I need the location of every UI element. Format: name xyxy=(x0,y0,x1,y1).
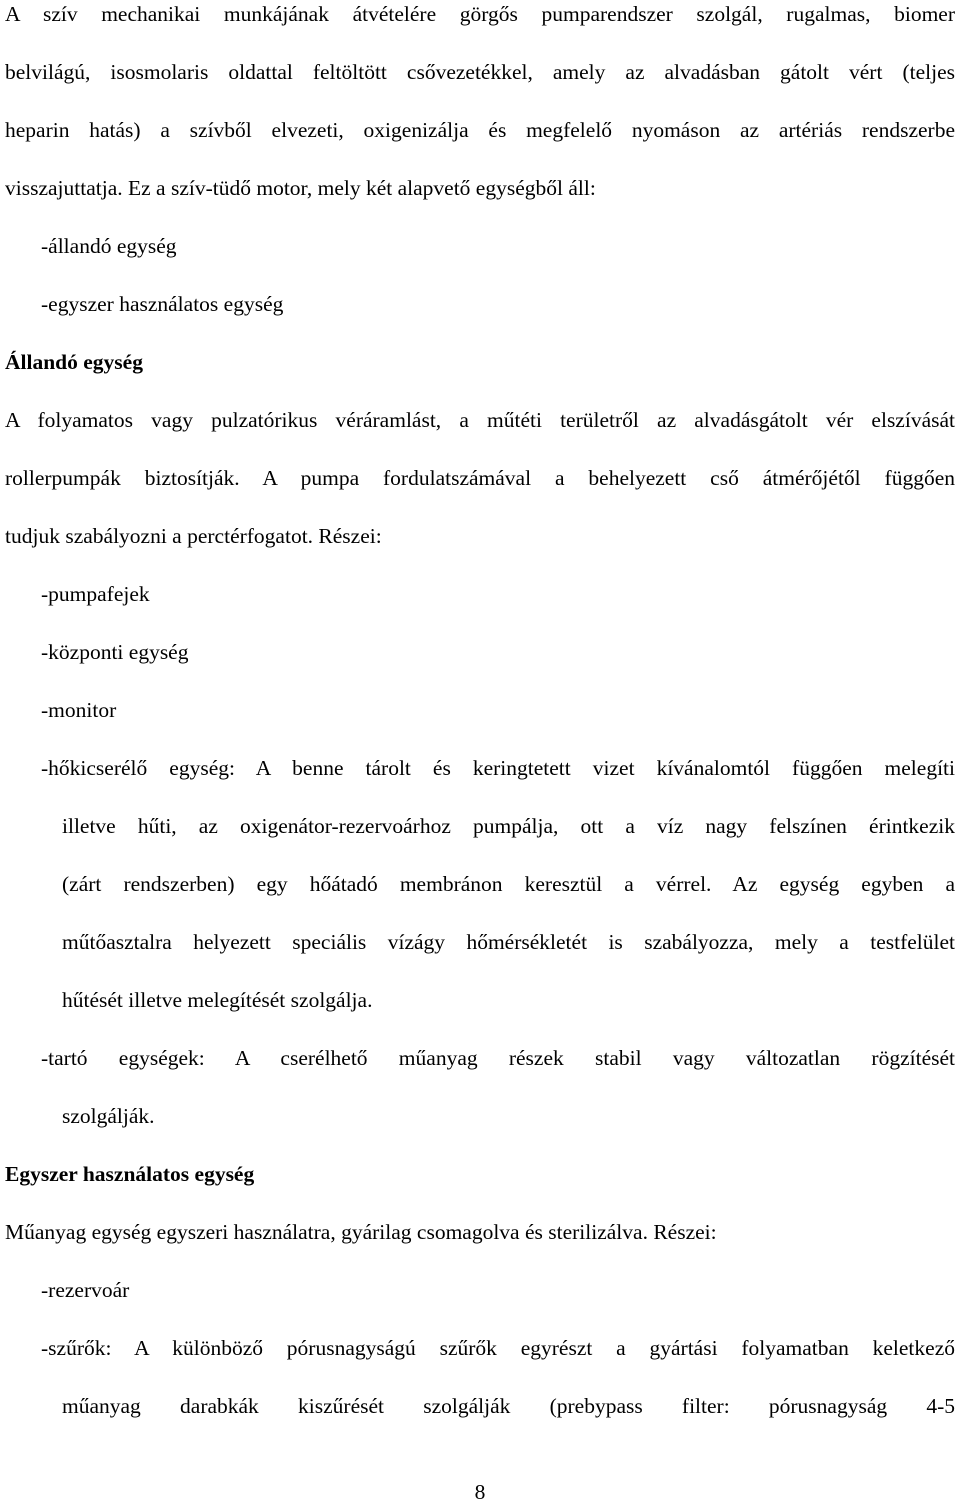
section-heading: Egyszer használatos egység xyxy=(5,1162,255,1186)
paragraph-line: A folyamatos vagy pulzatórikus véráramlást, a műtéti területről az alvadásgátolt vér elszívását xyxy=(5,408,955,432)
list-item-continuation: hűtését illetve melegítését szolgálja. xyxy=(62,988,373,1012)
list-item: -hőkicserélő egység: A benne tárolt és keringtetett vizet kívánalomtól függően melegíti xyxy=(41,756,955,780)
paragraph-line: heparin hatás) a szívből elvezeti, oxigenizálja és megfelelő nyomáson az artériás rendszerbe xyxy=(5,118,955,142)
list-item: -monitor xyxy=(41,698,117,722)
list-item-continuation: (zárt rendszerben) egy hőátadó membránon keresztül a vérrel. Az egység egyben a xyxy=(62,872,955,896)
paragraph-line: visszajuttatja. Ez a szív-tüdő motor, mely két alapvető egységből áll: xyxy=(5,176,596,200)
list-item-continuation: műanyag darabkák kiszűrését szolgálják (prebypass filter: pórusnagyság 4-5 xyxy=(62,1394,955,1418)
list-item: -pumpafejek xyxy=(41,582,150,606)
list-item: -szűrők: A különböző pórusnagyságú szűrők egyrészt a gyártási folyamatban keletkező xyxy=(41,1336,955,1360)
list-item: -egyszer használatos egység xyxy=(41,292,284,316)
list-item: -rezervoár xyxy=(41,1278,130,1302)
paragraph-line: tudjuk szabályozni a perctérfogatot. Részei: xyxy=(5,524,382,548)
page-number: 8 xyxy=(474,1480,486,1504)
list-item: -állandó egység xyxy=(41,234,177,258)
list-item-continuation: műtőasztalra helyezett speciális vízágy hőmérsékletét is szabályozza, mely a testfelület xyxy=(62,930,955,954)
list-item: -központi egység xyxy=(41,640,189,664)
section-heading: Állandó egység xyxy=(5,350,143,374)
paragraph-line: belvilágú, isosmolaris oldattal feltöltött csővezetékkel, amely az alvadásban gátolt vért (teljes xyxy=(5,60,955,84)
paragraph-line: Műanyag egység egyszeri használatra, gyárilag csomagolva és sterilizálva. Részei: xyxy=(5,1220,717,1244)
list-item: -tartó egységek: A cserélhető műanyag részek stabil vagy változatlan rögzítését xyxy=(41,1046,955,1070)
list-item-continuation: szolgálják. xyxy=(62,1104,155,1128)
list-item-continuation: illetve hűti, az oxigenátor-rezervoárhoz pumpálja, ott a víz nagy felszínen érintkezik xyxy=(62,814,955,838)
paragraph-line: A szív mechanikai munkájának átvételére görgős pumparendszer szolgál, rugalmas, biomer xyxy=(5,2,955,26)
paragraph-line: rollerpumpák biztosítják. A pumpa fordulatszámával a behelyezett cső átmérőjétől függően xyxy=(5,466,955,490)
